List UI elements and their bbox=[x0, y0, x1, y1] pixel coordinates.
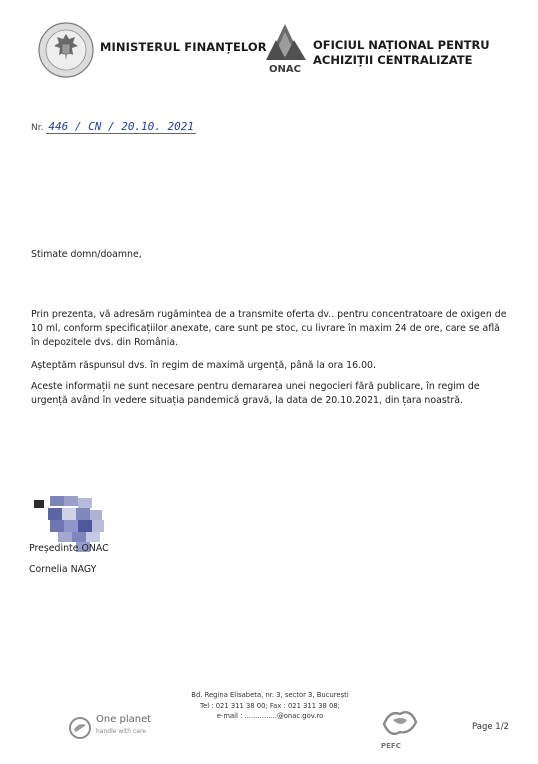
office-name bbox=[313, 38, 490, 68]
pefc-logo bbox=[380, 704, 420, 744]
paragraph-context: Aceste informații ne sunt necesare pentru demararea unei negocieri fără publicare, în regim de urgență având în vedere situația pandemică gravă, la data de 20.10.2021, din țara noastră. bbox=[31, 381, 480, 406]
footer-contact bbox=[160, 690, 380, 722]
footer-email: e-mail : ...............@onac.gov.ro bbox=[216, 712, 324, 720]
footer-phone: Tel : 021 311 38 00; Fax : 021 311 38 08; bbox=[200, 701, 340, 710]
onac-logo-text: ONAC bbox=[269, 64, 301, 75]
onac-logo bbox=[262, 22, 308, 80]
office-name-line2: ACHIZIȚII CENTRALIZATE bbox=[313, 53, 473, 67]
page-number: Page 1/2 bbox=[472, 722, 509, 732]
paragraph-deadline: Așteptăm răspunsul dvs. în regim de maximă urgență, până la ora 16.00. bbox=[31, 360, 376, 371]
office-name-line1: OFICIUL NAȚIONAL PENTRU bbox=[313, 38, 490, 52]
signatory-title: Președinte ONAC bbox=[29, 543, 109, 554]
paragraph-request: Prin prezenta, vă adresăm rugămintea de a transmite oferta dv.. pentru concentratoare de oxigen de 10 ml, conform specificațiilor anexate, care sunt pe stoc, cu livrare în maxim 24 de ore, care se află în depozitele dvs. din România. bbox=[31, 309, 507, 348]
one-planet-label: One planet bbox=[96, 714, 152, 725]
ministry-seal-logo bbox=[38, 22, 94, 78]
one-planet-icon bbox=[68, 716, 94, 740]
greeting: Stimate domn/doamne, bbox=[31, 249, 142, 260]
registration-number bbox=[31, 120, 196, 133]
pefc-label: PEFC bbox=[381, 742, 401, 750]
ministry-name: MINISTERUL FINANȚELOR bbox=[100, 40, 267, 54]
registration-handwritten: 446 / CN / 20.10. 2021 bbox=[48, 120, 195, 133]
one-planet-sublabel: handle with care bbox=[96, 728, 146, 735]
signatory-name: Cornelia NAGY bbox=[29, 564, 97, 575]
footer-address: Bd. Regina Elisabeta, nr. 3, sector 3, București bbox=[191, 691, 349, 699]
registration-prefix: Nr. bbox=[31, 123, 44, 133]
